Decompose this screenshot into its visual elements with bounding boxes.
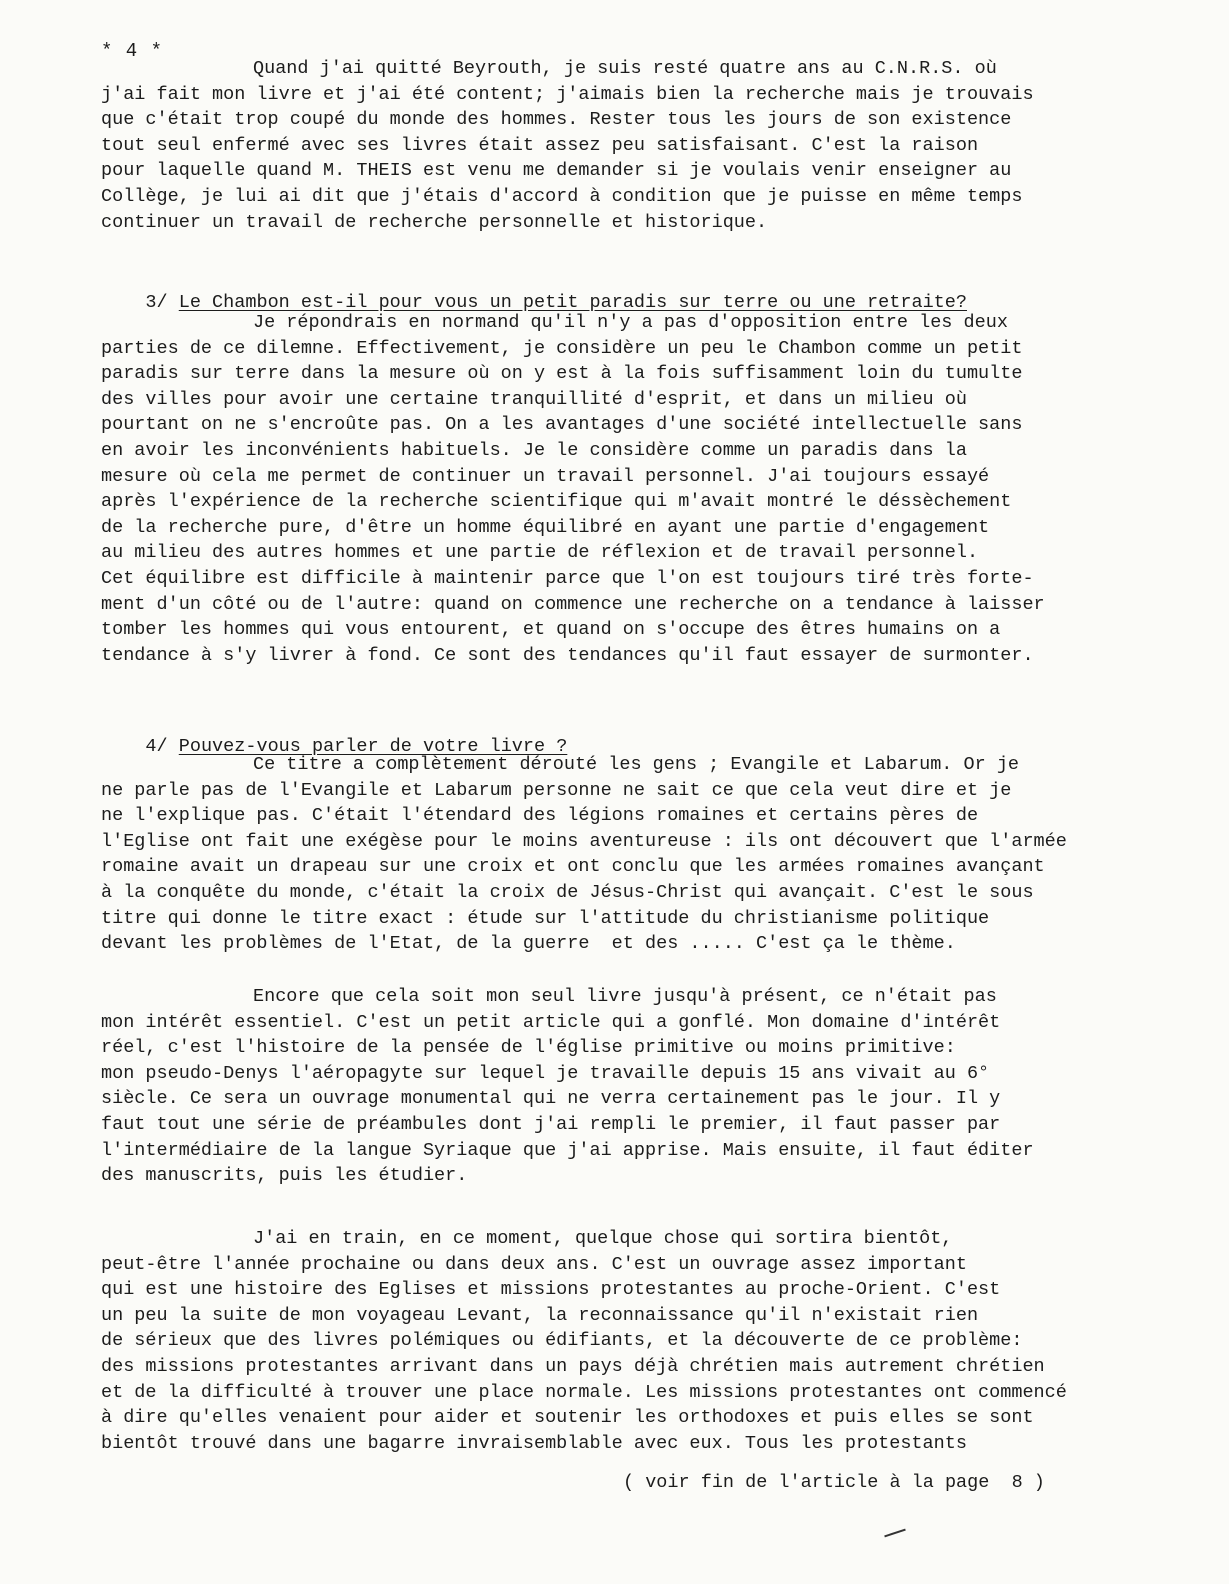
pen-mark xyxy=(884,1529,906,1538)
text-line: siècle. Ce sera un ouvrage monumental qui ne verra certainement pas le jour. Il y xyxy=(101,1088,1001,1110)
text-line: ment d'un côté ou de l'autre: quand on commence une recherche on a tendance à laisser xyxy=(101,593,1045,615)
text-line: mesure où cela me permet de continuer un travail personnel. J'ai toujours essayé xyxy=(101,465,990,487)
text-line: Ce titre a complètement dérouté les gens ; Evangile et Labarum. Or je xyxy=(253,754,1020,775)
text-line: parties de ce dilemne. Effectivement, je considère un peu le Chambon comme un petit xyxy=(101,337,1023,359)
text-line: devant les problèmes de l'Etat, de la guerre et des ..... C'est ça le thème. xyxy=(101,933,956,955)
text-line: ne parle pas de l'Evangile et Labarum personne ne sait ce que cela veut dire et je xyxy=(101,779,1012,801)
continuation-note: ( voir fin de l'article à la page 8 ) xyxy=(623,1472,1045,1493)
paragraph-5 xyxy=(101,1226,1141,1456)
paragraph-1 xyxy=(101,56,1141,235)
text-line: continuer un travail de recherche personnelle et historique. xyxy=(101,211,768,233)
text-line: des manuscrits, puis les étudier. xyxy=(101,1165,468,1187)
question-text: Pouvez-vous parler de votre livre ? xyxy=(178,735,568,757)
question-number: 4/ xyxy=(145,735,168,757)
text-line: et de la difficulté à trouver une place normale. Les missions protestantes ont commencé xyxy=(101,1381,1067,1403)
text-line: qui est une histoire des Eglises et missions protestantes au proche-Orient. C'est xyxy=(101,1279,1001,1301)
question-number: 3/ xyxy=(145,291,168,313)
page-number: * 4 * xyxy=(101,40,164,62)
text-line: faut tout une série de préambules dont j'ai rempli le premier, il faut passer par xyxy=(101,1113,1001,1135)
text-line: Encore que cela soit mon seul livre jusqu'à présent, ce n'était pas xyxy=(253,986,997,1007)
text-line: romaine avait un drapeau sur une croix et ont conclu que les armées romaines avançant xyxy=(101,856,1045,878)
text-line: à dire qu'elles venaient pour aider et soutenir les orthodoxes et puis elles se sont xyxy=(101,1407,1034,1429)
text-line: J'ai en train, en ce moment, quelque chose qui sortira bientôt, xyxy=(253,1228,953,1249)
text-line: des missions protestantes arrivant dans un pays déjà chrétien mais autrement chrétien xyxy=(101,1355,1045,1377)
text-line: paradis sur terre dans la mesure où on y est à la fois suffisamment loin du tumulte xyxy=(101,363,1023,385)
text-line: Cet équilibre est difficile à maintenir parce que l'on est toujours tiré très forte- xyxy=(101,567,1034,589)
text-line: l'intermédiaire de la langue Syriaque que j'ai apprise. Mais ensuite, il faut éditer xyxy=(101,1139,1034,1161)
text-line: l'Eglise ont fait une exégèse pour le moins aventureuse : ils ont découvert que l'armée xyxy=(101,830,1067,852)
text-line: j'ai fait mon livre et j'ai été content; j'aimais bien la recherche mais je trouvais xyxy=(101,83,1034,105)
text-line: mon pseudo-Denys l'aéropagyte sur lequel je travaille depuis 15 ans vivait au 6° xyxy=(101,1062,990,1084)
text-line: au milieu des autres hommes et une partie de réflexion et de travail personnel. xyxy=(101,542,979,564)
text-line: Quand j'ai quitté Beyrouth, je suis resté quatre ans au C.N.R.S. où xyxy=(253,58,997,79)
text-line: tout seul enfermé avec ses livres était assez peu satisfaisant. C'est la raison xyxy=(101,134,979,156)
text-line: de la recherche pure, d'être un homme équilibré en ayant une partie d'engagement xyxy=(101,516,990,538)
paragraph-4 xyxy=(101,984,1141,1189)
text-line: réel, c'est l'histoire de la pensée de l'église primitive ou moins primitive: xyxy=(101,1037,956,1059)
text-line: mon intérêt essentiel. C'est un petit article qui a gonflé. Mon domaine d'intérêt xyxy=(101,1011,1001,1033)
text-line: de sérieux que des livres polémiques ou édifiants, et la découverte de ce problème: xyxy=(101,1330,1023,1352)
text-line: après l'expérience de la recherche scientifique qui m'avait montré le déssèchement xyxy=(101,491,1012,513)
text-line: que c'était trop coupé du monde des hommes. Rester tous les jours de son existence xyxy=(101,109,1012,131)
text-line: pour laquelle quand M. THEIS est venu me demander si je voulais venir enseigner au xyxy=(101,160,1012,182)
text-line: tomber les hommes qui vous entourent, et quand on s'occupe des êtres humains on a xyxy=(101,619,1001,641)
text-line: ne l'explique pas. C'était l'étendard des légions romaines et certains pères de xyxy=(101,805,979,827)
text-line: à la conquête du monde, c'était la croix de Jésus-Christ qui avançait. C'est le sous xyxy=(101,881,1034,903)
paragraph-3 xyxy=(101,752,1141,957)
text-line: peut-être l'année prochaine ou dans deux ans. C'est un ouvrage assez important xyxy=(101,1253,967,1275)
text-line: un peu la suite de mon voyageau Levant, la reconnaissance qu'il n'existait rien xyxy=(101,1304,979,1326)
text-line: pourtant on ne s'encroûte pas. On a les avantages d'une société intellectuelle sans xyxy=(101,414,1023,436)
paragraph-2 xyxy=(101,310,1141,668)
text-line: des villes pour avoir une certaine tranquillité d'esprit, et dans un milieu où xyxy=(101,388,967,410)
text-line: Collège, je lui ai dit que j'étais d'accord à condition que je puisse en même temps xyxy=(101,185,1023,207)
text-line: bientôt trouvé dans une bagarre invraisemblable avec eux. Tous les protestants xyxy=(101,1432,967,1454)
text-line: en avoir les inconvénients habituels. Je le considère comme un paradis dans la xyxy=(101,439,967,461)
text-line: titre qui donne le titre exact : étude sur l'attitude du christianisme politique xyxy=(101,907,990,929)
text-line: Je répondrais en normand qu'il n'y a pas d'opposition entre les deux xyxy=(253,312,1008,333)
text-line: tendance à s'y livrer à fond. Ce sont des tendances qu'il faut essayer de surmonter. xyxy=(101,644,1034,666)
question-text: Le Chambon est-il pour vous un petit paradis sur terre ou une retraite? xyxy=(178,291,967,313)
